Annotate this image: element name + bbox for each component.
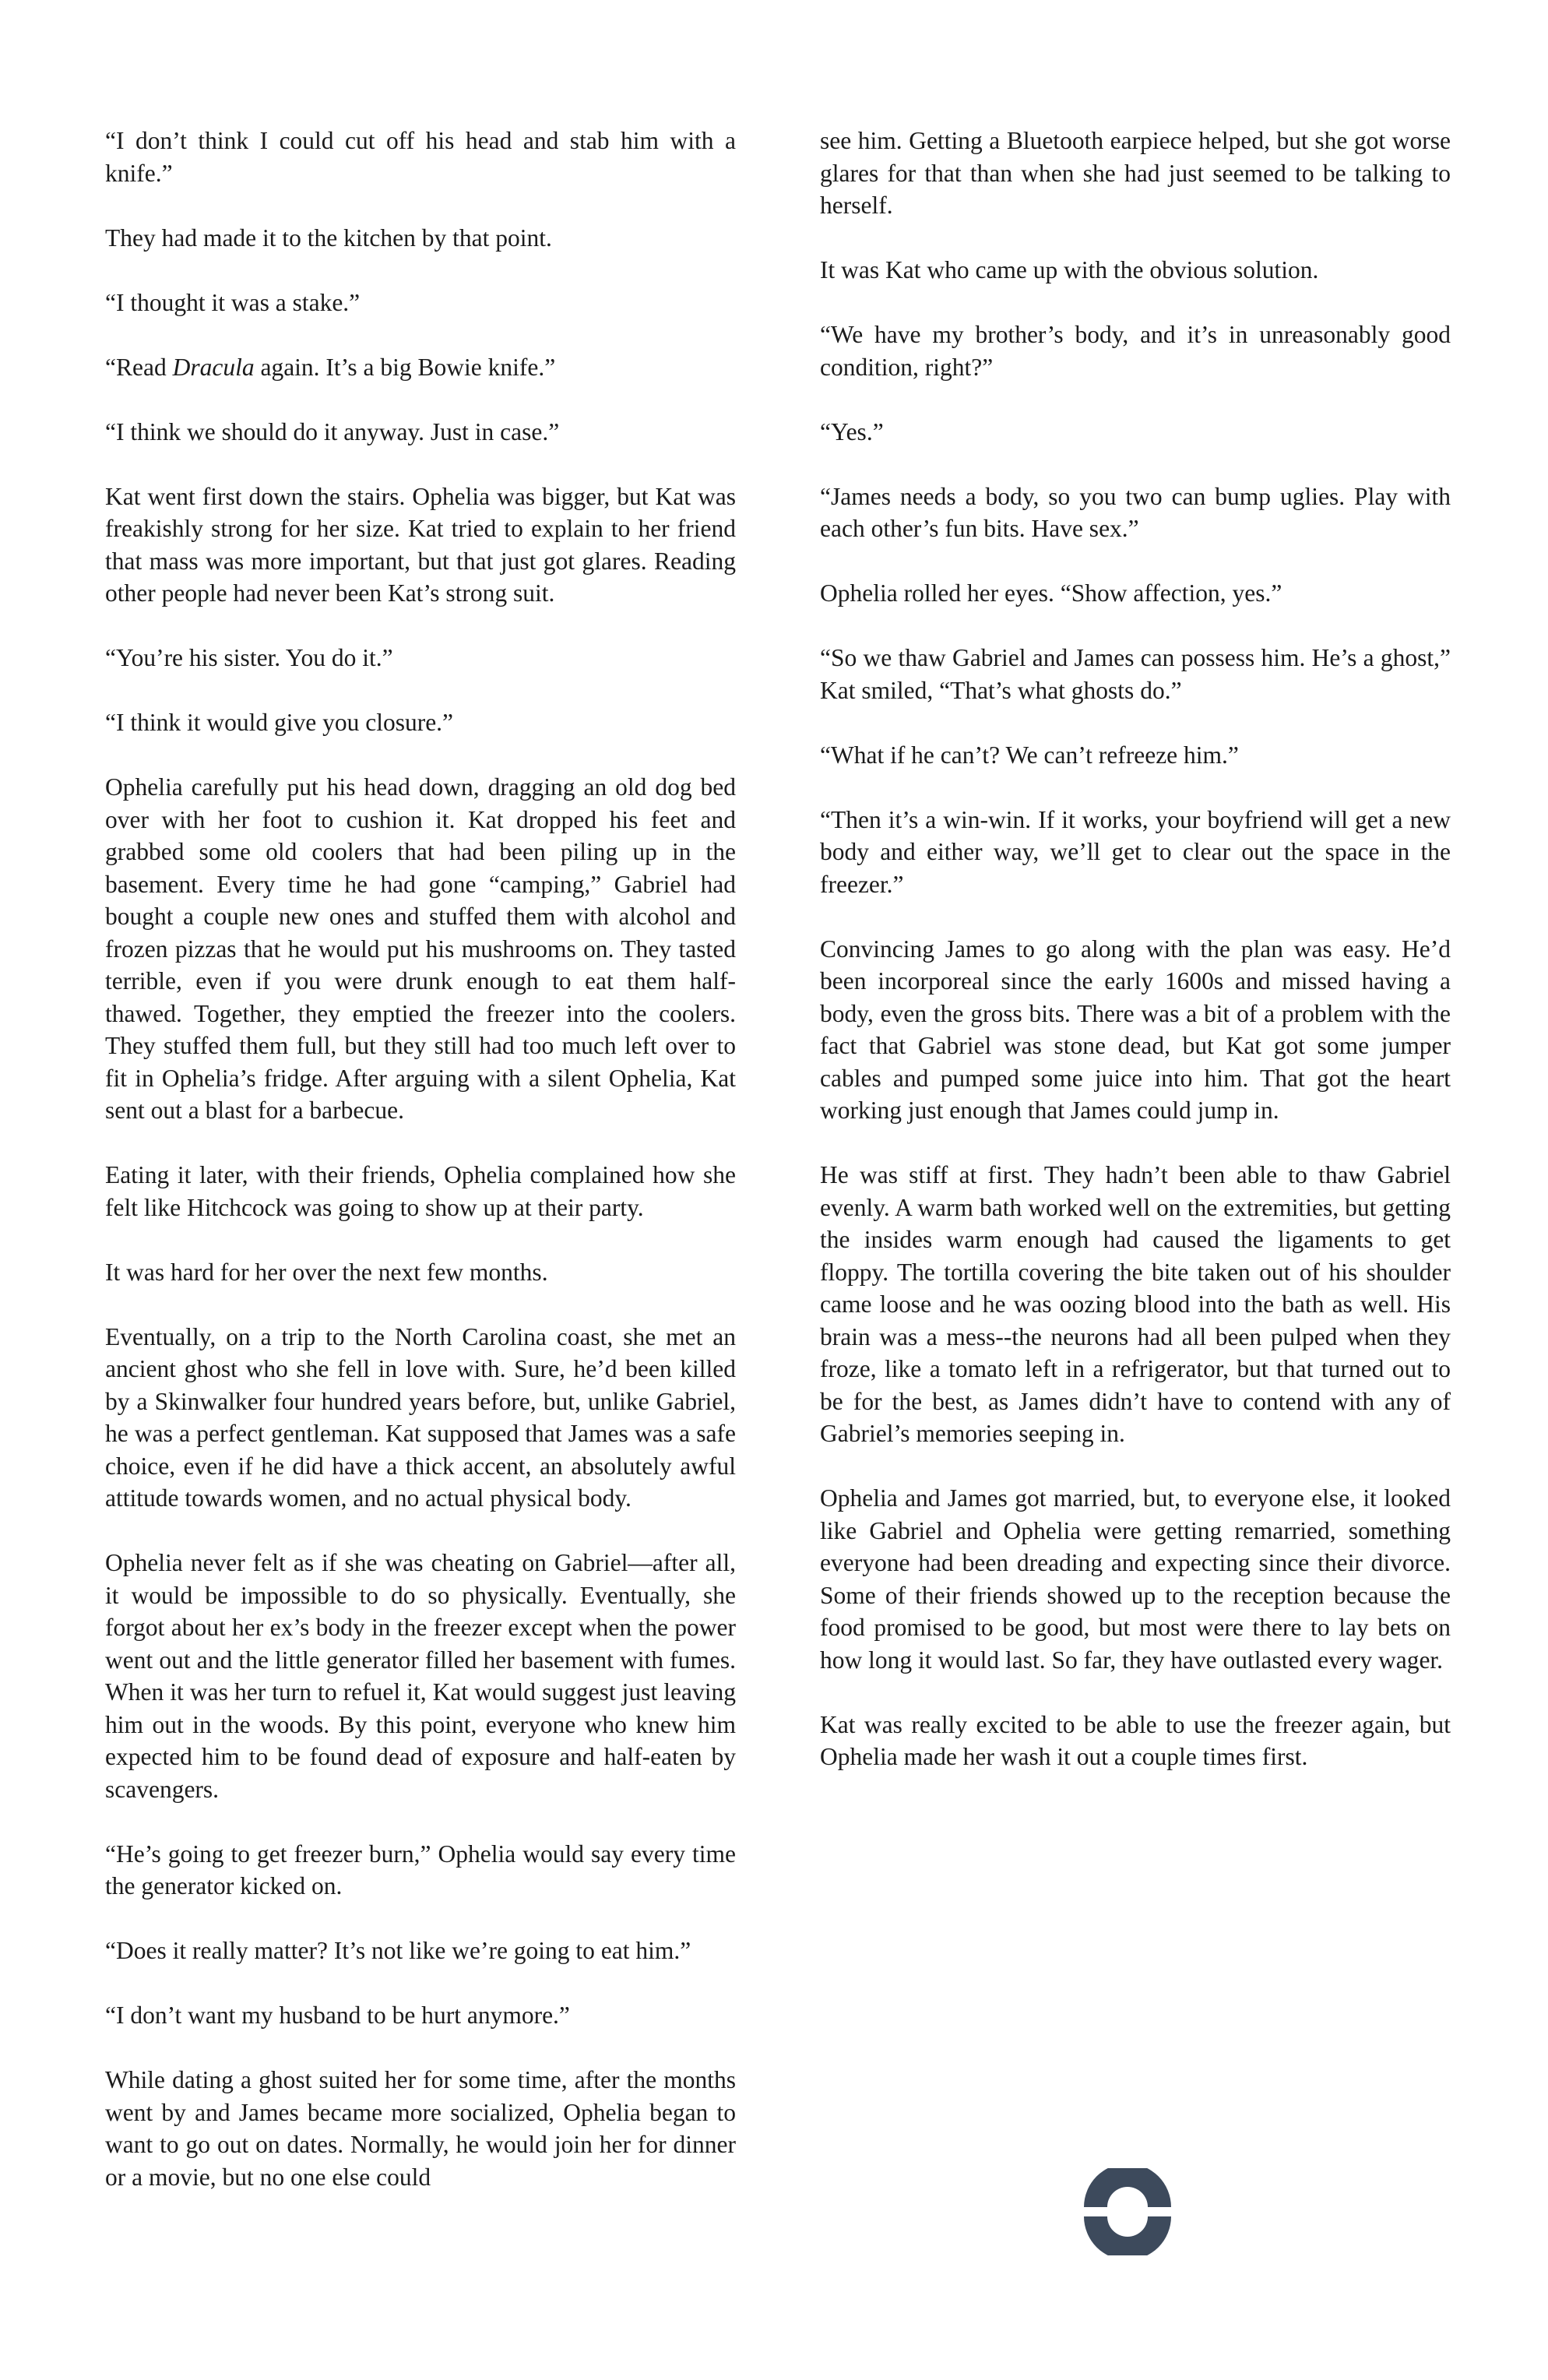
paragraph: “Then it’s a win-win. If it works, your boyfriend will get a new body and either way, we’ll get to clear out the space in the freezer.” <box>820 805 1451 898</box>
paragraph: see him. Getting a Bluetooth earpiece helped, but she got worse glares for that than when she had just seemed to be talking to herself. <box>820 127 1451 219</box>
paragraph: Eventually, on a trip to the North Carolina coast, she met an ancient ghost who she fell in love with. Sure, he’d been killed by a Skinwalker four hundred years before, but, unlike Gabriel, he was a perfect gentleman. Kat supposed that James was a safe choice, even if he did have a thick accent, an absolutely awful attitude towards women, and no actual physical body. <box>105 1322 736 1512</box>
italic-book-title: Dracula <box>172 353 255 381</box>
paragraph: “Does it really matter? It’s not like we’re going to eat him.” <box>105 1937 691 1964</box>
paragraph: Ophelia carefully put his head down, dragging an old dog bed over with her foot to cushion it. Kat dropped his feet and grabbed some old coolers that had been piling up in the basement. Every time he had gone “camping,” Gabriel had bought a couple new ones and stuffed them with alcohol and frozen pizzas that he would put his mushrooms on. They tasted terrible, even if you were drunk enough to eat them half-thawed. Together, they emptied the freezer into the coolers. They stuffed them full, but they still had too much left over to fit in Ophelia’s fridge. After arguing with a silent Ophelia, Kat sent out a blast for a barbecue. <box>105 773 736 1124</box>
text-run: “Read <box>105 353 173 381</box>
paragraph: Ophelia never felt as if she was cheating on Gabriel—after all, it would be impossible to do so physically. Eventually, she forgot about her ex’s body in the freezer except when the power went out and the little generator filled her basement with fumes. When it was her turn to refuel it, Kat would suggest just leaving him out in the woods. By this point, everyone who knew him expected him to be found dead of exposure and half-eaten by scavengers. <box>105 1549 736 1803</box>
paragraph: Kat was really excited to be able to use the freezer again, but Ophelia made her wash it out a couple times first. <box>820 1710 1451 1770</box>
paragraph: “I think we should do it anyway. Just in case.” <box>105 417 560 445</box>
left-text-column <box>105 125 736 2226</box>
paragraph: “I don’t think I could cut off his head and stab him with a knife.” <box>105 127 736 187</box>
paragraph: “I thought it was a stake.” <box>105 288 361 316</box>
paragraph: Eating it later, with their friends, Ophelia complained how she felt like Hitchcock was going to show up at their party. <box>105 1161 736 1221</box>
paragraph: While dating a ghost suited her for some time, after the months went by and James became more socialized, Ophelia began to want to go out on dates. Normally, he would join her for dinner or a movie, but no one else could <box>105 2066 736 2191</box>
paragraph: Ophelia and James got married, but, to everyone else, it looked like Gabriel and Ophelia were getting remarried, something everyone had been dreading and expecting since their divorce. Some of their friends showed up to the reception because the food promised to be good, but most were there to lay bets on how long it would last. So far, they have outlasted every wager. <box>820 1484 1451 1674</box>
paragraph: They had made it to the kitchen by that point. <box>105 224 552 252</box>
paragraph: “I don’t want my husband to be hurt anymore.” <box>105 2002 570 2029</box>
text-run: again. It’s a big Bowie knife.” <box>254 353 556 381</box>
paragraph-with-italic-title <box>105 351 736 384</box>
paragraph: “What if he can’t? We can’t refreeze him.” <box>820 741 1239 769</box>
paragraph: It was hard for her over the next few months. <box>105 1258 548 1286</box>
paragraph: “So we thaw Gabriel and James can possess him. He’s a ghost,” Kat smiled, “That’s what ghosts do.” <box>820 644 1451 704</box>
paragraph: “You’re his sister. You do it.” <box>105 644 393 671</box>
paragraph: “James needs a body, so you two can bump uglies. Play with each other’s fun bits. Have sex.” <box>820 482 1451 542</box>
end-mark-top-arc <box>1084 2168 1171 2207</box>
paragraph: Ophelia rolled her eyes. “Show affection, yes.” <box>820 579 1282 607</box>
paragraph: Kat went first down the stairs. Ophelia was bigger, but Kat was freakishly strong for her size. Kat tried to explain to her friend that mass was more important, but that just got glares. Reading other people had never been Kat’s strong suit. <box>105 482 736 607</box>
right-text-column <box>820 125 1451 1805</box>
paragraph: “I think it would give you closure.” <box>105 709 454 736</box>
paragraph: “Yes.” <box>820 417 884 445</box>
paragraph: “We have my brother’s body, and it’s in unreasonably good condition, right?” <box>820 321 1451 381</box>
paragraph: He was stiff at first. They hadn’t been able to thaw Gabriel evenly. A warm bath worked well on the extremities, but getting the insides warm enough had caused the ligaments to get floppy. The tortilla covering the bite taken out of his shoulder came loose and he was oozing blood into the bath as well. His brain was a mess--the neurons had all been pulped when they froze, like a tomato left in a refrigerator, but that turned out to be for the best, as James didn’t have to contend with any of Gabriel’s memories seeping in. <box>820 1161 1451 1447</box>
paragraph: “He’s going to get freezer burn,” Ophelia would say every time the generator kicked on. <box>105 1840 736 1899</box>
end-mark-bottom-arc <box>1084 2216 1171 2255</box>
end-of-story-icon <box>1084 2168 1171 2255</box>
paragraph: It was Kat who came up with the obvious solution. <box>820 256 1319 283</box>
paragraph: Convincing James to go along with the plan was easy. He’d been incorporeal since the early 1600s and missed having a body, even the gross bits. There was a bit of a problem with the fact that Gabriel was stone dead, but Kat got some jumper cables and pumped some juice into him. That got the heart working just enough that James could jump in. <box>820 935 1451 1124</box>
